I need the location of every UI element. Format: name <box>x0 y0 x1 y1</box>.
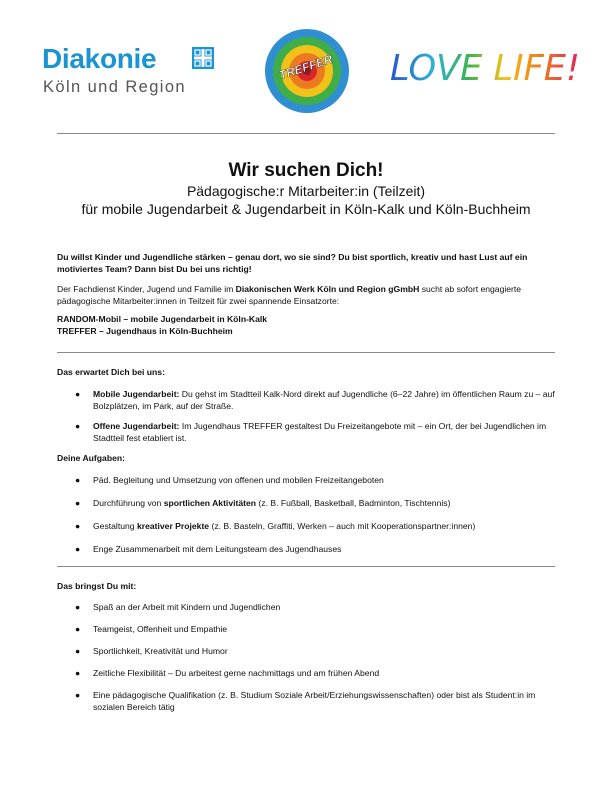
list-item-emphasis: kreativer Projekte <box>136 521 210 531</box>
list-item <box>57 497 557 509</box>
bullet-icon: ● <box>75 521 81 531</box>
list-item-label: Offene Jugendarbeit: <box>93 421 180 431</box>
section-divider <box>57 352 555 353</box>
tasks-list <box>57 474 557 555</box>
intro-text-start: Der Fachdienst Kinder, Jugend und Familie im <box>57 284 236 294</box>
place-random-mobil: RANDOM-Mobil – mobile Jugendarbeit in Köln-Kalk <box>57 314 268 324</box>
section-divider <box>57 566 555 567</box>
job-subtitle: für mobile Jugendarbeit & Jugendarbeit in Köln-Kalk und Köln-Buchheim <box>81 201 531 217</box>
list-item <box>57 388 557 412</box>
bullet-icon: ● <box>75 624 81 634</box>
list-item <box>57 543 557 555</box>
bullet-icon: ● <box>75 421 81 431</box>
bullet-icon: ● <box>75 498 81 508</box>
list-item-text: Im Jugendhaus TREFFER gestaltest Du Freizeitangebote mit – ein Ort, der bei Jugendlichen im Stadtteil fest etabliert ist. <box>93 421 547 443</box>
diakonie-logo <box>42 44 222 100</box>
list-item-text: Eine pädagogische Qualifikation (z. B. Studium Soziale Arbeit/Erziehungswissenschaften) oder bist als Student:in im sozialen Bereich tätig <box>93 690 536 712</box>
list-item <box>57 667 557 679</box>
treffer-logo-text: TREFFER <box>277 51 335 83</box>
list-item-text: (z. B. Basteln, Graffiti, Werken – auch mit Kooperationspartner:innen) <box>209 521 476 531</box>
list-item <box>57 520 557 532</box>
list-item <box>57 689 557 713</box>
list-item <box>57 645 557 657</box>
bullet-icon: ● <box>75 602 81 612</box>
list-item-text: Enge Zusammenarbeit mit dem Leitungsteam des Jugendhauses <box>93 544 342 554</box>
list-item <box>57 601 557 613</box>
bullet-icon: ● <box>75 389 81 399</box>
lovelife-logo-text: LOVE LIFE! <box>390 48 580 89</box>
bullet-icon: ● <box>75 646 81 656</box>
expect-heading: Das erwartet Dich bei uns: <box>57 367 165 377</box>
intro-paragraph <box>57 283 557 307</box>
list-item-text: Teamgeist, Offenheit und Empathie <box>93 624 228 634</box>
list-item-text: Zeitliche Flexibilität – Du arbeitest gerne nachmittags und am frühen Abend <box>93 668 380 678</box>
list-item-text: Durchführung von <box>93 498 164 508</box>
bring-list <box>57 601 557 713</box>
diakonie-wordmark: Diakonie <box>42 43 157 74</box>
diakonie-cross-icon <box>192 47 214 69</box>
intro-text-end: sucht ab sofort engagierte pädagogische Mitarbeiter:innen in Teilzeit für zwei spannende Einsatzorte: <box>57 284 522 306</box>
bullet-icon: ● <box>75 475 81 485</box>
bring-heading: Das bringst Du mit: <box>57 581 137 591</box>
bullet-icon: ● <box>75 668 81 678</box>
list-item-label: Mobile Jugendarbeit: <box>93 389 180 399</box>
lovelife-logo <box>388 44 584 90</box>
list-item-text: Gestaltung <box>93 521 137 531</box>
list-item-text: Sportlichkeit, Kreativität und Humor <box>93 646 228 656</box>
expect-list <box>57 388 557 444</box>
bullet-icon: ● <box>75 690 81 700</box>
bullet-icon: ● <box>75 544 81 554</box>
list-item <box>57 623 557 635</box>
list-item-emphasis: sportlichen Aktivitäten <box>163 498 257 508</box>
list-item <box>57 420 557 444</box>
place-treffer: TREFFER – Jugendhaus in Köln-Buchheim <box>57 326 233 336</box>
intro-lead: Du willst Kinder und Jugendliche stärken – genau dort, wo sie sind? Du bist sportlich, kreativ und hast Lust auf ein motiviertes Team? Dann bist Du bei uns richtig! <box>57 252 528 274</box>
list-item-text: Päd. Begleitung und Umsetzung von offenen und mobilen Freizeitangeboten <box>93 475 384 485</box>
treffer-target-logo <box>264 28 350 114</box>
intro-organisation: Diakonischen Werk Köln und Region gGmbH <box>235 284 420 294</box>
job-title: Pädagogische:r Mitarbeiter:in (Teilzeit) <box>186 183 426 199</box>
tasks-heading: Deine Aufgaben: <box>57 453 125 463</box>
header-divider <box>57 133 555 134</box>
diakonie-subtitle: Köln und Region <box>43 78 187 96</box>
list-item-text: (z. B. Fußball, Basketball, Badminton, Tischtennis) <box>256 498 451 508</box>
list-item <box>57 474 557 486</box>
list-item-text: Spaß an der Arbeit mit Kindern und Jugendlichen <box>93 602 281 612</box>
page-title: Wir suchen Dich! <box>228 160 384 181</box>
list-item-text: Du gehst im Stadtteil Kalk-Nord direkt auf Jugendliche (6–22 Jahre) im öffentlichen Raum zu – auf Bolzplätzen, im Park, auf der Straße. <box>93 389 555 411</box>
